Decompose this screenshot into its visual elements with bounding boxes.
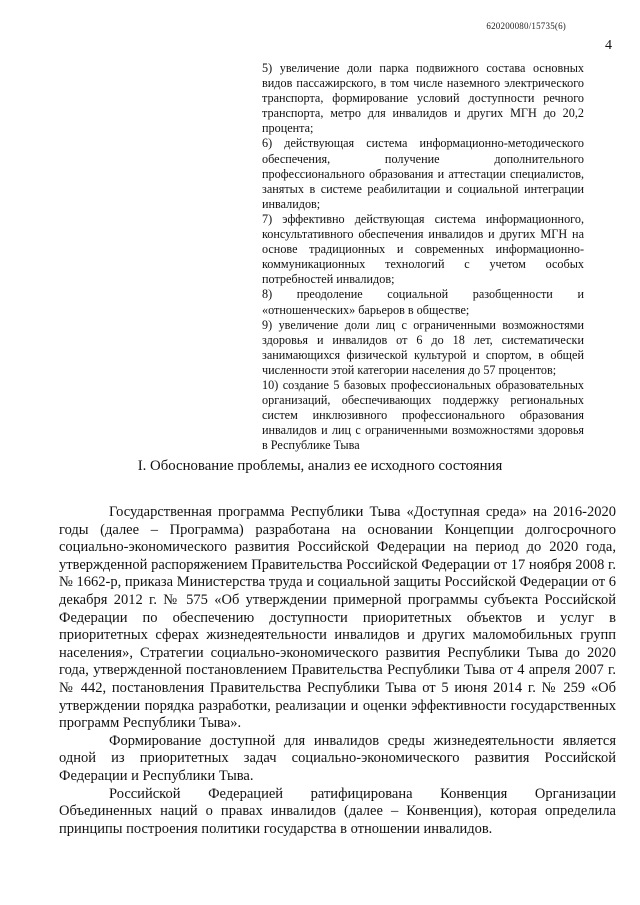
document-number: 620200080/15735(6) [486,21,566,31]
body-paragraph: Российской Федерацией ратифицирована Конвенция Организации Объединенных наций о правах инвалидов (далее – Конвенция), которая определила принципы построения политики государства в отношении инвалидов. [59,785,616,837]
body-paragraph: Формирование доступной для инвалидов среды жизнедеятельности является одной из приоритетных задач социально-экономического развития Российской Федерации и Республики Тыва. [59,732,616,784]
page-number: 4 [605,38,612,53]
list-item: 7) эффективно действующая система информационного, консультативного обеспечения инвалидов и других МГН на основе традиционных и современных информационно-коммуникационных технологий с учетом особых потребностей инвалидов; [262,211,584,287]
section-body [59,504,616,838]
list-item: 6) действующая система информационно-методического обеспечения, получение дополнительного профессионального образования и аттестации специалистов, занятых в системе реабилитации и социальной интеграции инвалидов; [262,136,584,211]
list-item: 5) увеличение доли парка подвижного состава основных видов пассажирского, в том числе наземного электрического транспорта, формирование условий доступности речного транспорта, метро для инвалидов и других МГН до 20,2 процента; [262,61,584,136]
body-paragraph: Государственная программа Республики Тыва «Доступная среда» на 2016-2020 годы (далее – Программа) разработана на основании Концепции долгосрочного социально-экономического развития Российской Федерации на период до 2020 года, утвержденной распоряжением Правительства Российской Федерации от 17 ноября 2008 г. № 1662-р, приказа Министерства труда и социальной защиты Российской Федерации от 6 декабря 2012 г. № 575 «Об утверждении примерной программы субъекта Российской Федерации по обеспечению доступности приоритетных объектов и услуг в приоритетных сферах жизнедеятельности инвалидов и других маломобильных групп населения», Стратегии социально-экономического развития Республики Тыва до 2020 года, утвержденной постановлением Правительства Республики Тыва от 4 апреля 2007 г. № 442, постановления Правительства Республики Тыва от 5 июня 2014 г. № 259 «Об утверждении порядка разработки, реализации и оценки эффективности государственных программ Республики Тыва». [59,504,616,732]
list-item: 10) создание 5 базовых профессиональных образовательных организаций, обеспечивающих поддержку региональных систем инклюзивного профессионального образования инвалидов и лиц с ограниченными возможностями здоровья в Республике Тыва [262,377,584,453]
section-heading: I. Обоснование проблемы, анализ ее исходного состояния [137,458,503,474]
goals-list [262,61,584,453]
list-item: 8) преодоление социальной разобщенности и «отношенческих» барьеров в обществе; [262,287,584,317]
list-item: 9) увеличение доли лиц с ограниченными возможностями здоровья и инвалидов от 6 до 18 лет, систематически занимающихся физической культурой и спортом, в общей численности этой категории населения до 57 процентов; [262,317,584,377]
